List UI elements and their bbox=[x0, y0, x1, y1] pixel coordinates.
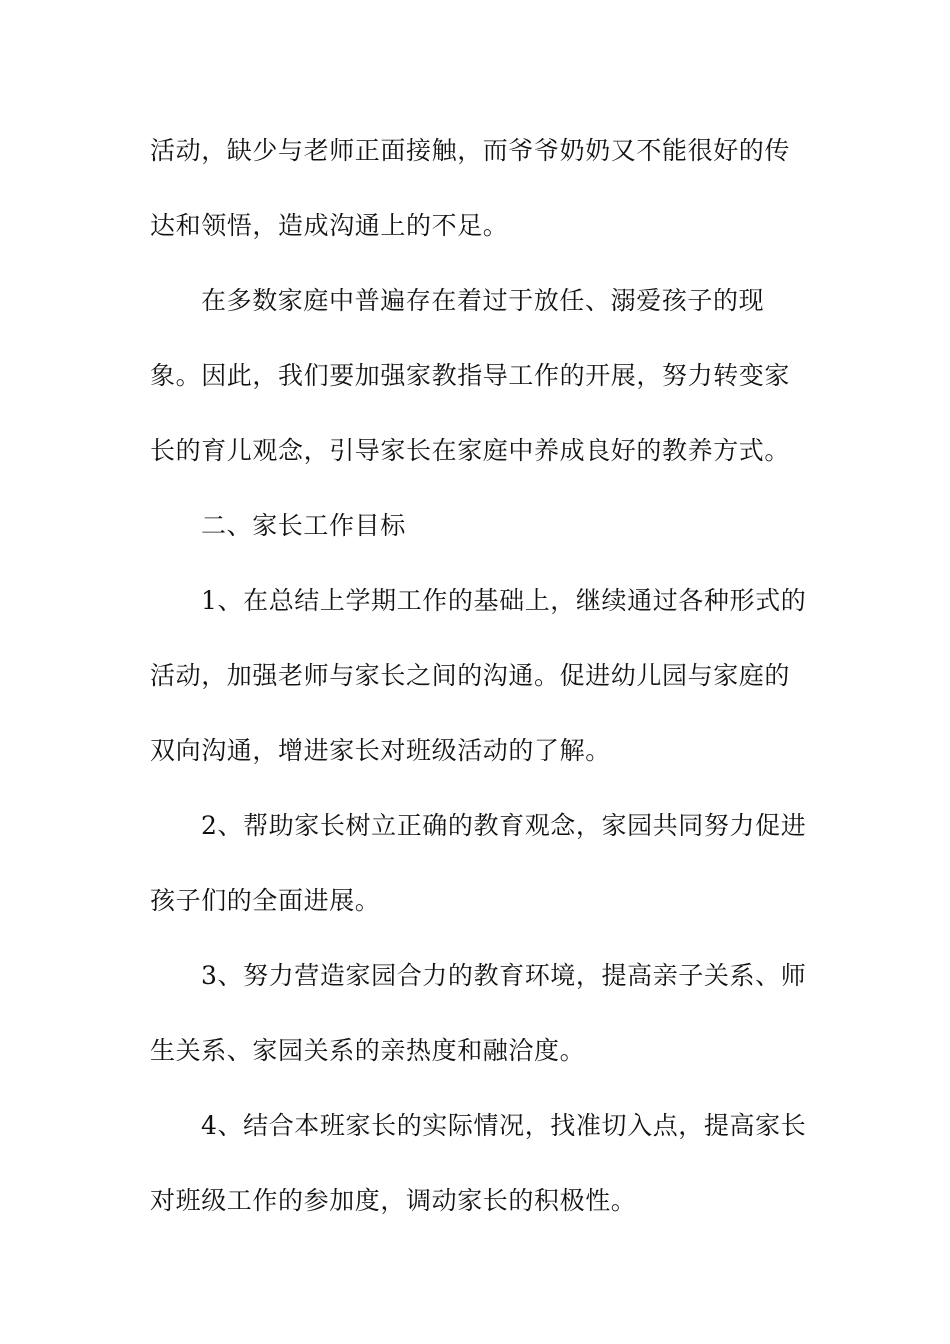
text-line: 象。因此，我们要加强家教指导工作的开展，努力转变家 bbox=[150, 361, 791, 390]
text-line: 达和领悟，造成沟通上的不足。 bbox=[150, 211, 509, 240]
text-line: 活动，加强老师与家长之间的沟通。促进幼儿园与家庭的 bbox=[150, 661, 791, 690]
list-item-start-line: 1、在总结上学期工作的基础上，继续通过各种形式的 bbox=[201, 586, 807, 615]
text-line: 双向沟通，增进家长对班级活动的了解。 bbox=[150, 736, 611, 765]
text-line: 对班级工作的参加度，调动家长的积极性。 bbox=[150, 1186, 637, 1215]
text-line: 孩子们的全面进展。 bbox=[150, 886, 381, 915]
list-item-start-line: 2、帮助家长树立正确的教育观念，家园共同努力促进 bbox=[201, 811, 807, 840]
text-line: 生关系、家园关系的亲热度和融洽度。 bbox=[150, 1036, 586, 1065]
list-item-start-line: 3、努力营造家园合力的教育环境，提高亲子关系、师 bbox=[201, 961, 807, 990]
list-item-start-line: 4、结合本班家长的实际情况，找准切入点，提高家长 bbox=[201, 1111, 807, 1140]
section-heading: 二、家长工作目标 bbox=[201, 511, 406, 540]
text-line: 活动，缺少与老师正面接触，而爷爷奶奶又不能很好的传 bbox=[150, 136, 791, 165]
text-line: 长的育儿观念，引导家长在家庭中养成良好的教养方式。 bbox=[150, 436, 791, 465]
paragraph-start-line: 在多数家庭中普遍存在着过于放任、溺爱孩子的现 bbox=[201, 286, 765, 315]
